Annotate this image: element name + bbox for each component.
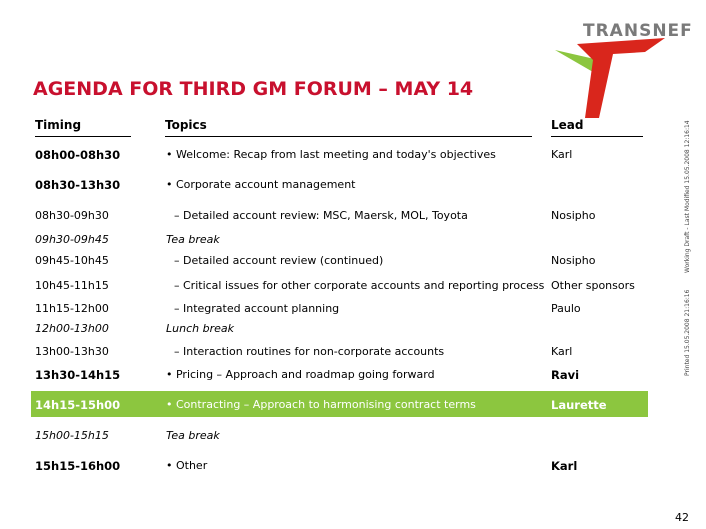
row-topic: – Detailed account review: MSC, Maersk, MOL, Toyota	[174, 209, 468, 222]
header-timing: Timing	[35, 118, 131, 137]
header-lead: Lead	[551, 118, 643, 137]
row-topic: • Contracting – Approach to harmonising contract terms	[166, 398, 476, 411]
row-lead: Karl	[551, 345, 573, 358]
row-topic: – Critical issues for other corporate accounts and reporting process	[174, 279, 545, 292]
printed-note: Printed 15.05.2008 21:16:16	[684, 289, 691, 376]
row-lead: Karl	[551, 459, 578, 473]
row-topic: – Interaction routines for non-corporate accounts	[174, 345, 445, 358]
row-topic: – Detailed account review (continued)	[174, 254, 384, 267]
row-lead: Other sponsors	[551, 279, 635, 292]
page-title: AGENDA FOR THIRD GM FORUM – MAY 14	[33, 78, 474, 100]
row-time: 12h00-13h00	[35, 322, 109, 335]
page-number: 42	[675, 511, 689, 524]
row-time: 08h30-09h30	[35, 209, 109, 222]
row-time: 09h45-10h45	[35, 254, 109, 267]
row-topic: – Integrated account planning	[174, 302, 340, 315]
row-time: 10h45-11h15	[35, 279, 109, 292]
row-time: 15h15-16h00	[35, 459, 121, 473]
row-topic: Tea break	[166, 429, 220, 442]
row-lead: Paulo	[551, 302, 581, 315]
header-topics: Topics	[165, 118, 532, 137]
working-draft-note: Working Draft - Last Modified 15.05.2008 12:16:14	[684, 120, 691, 273]
row-lead: Ravi	[551, 368, 580, 382]
row-topic: • Corporate account management	[166, 178, 356, 191]
transnet-logo-icon	[555, 38, 665, 118]
company-logo-text: TRANSNEF	[583, 21, 693, 41]
row-time: 14h15-15h00	[35, 398, 121, 412]
row-topic: Lunch break	[166, 322, 234, 335]
row-time: 13h00-13h30	[35, 345, 109, 358]
row-topic: • Welcome: Recap from last meeting and today's objectives	[166, 148, 496, 161]
row-time: 08h00-08h30	[35, 148, 121, 162]
row-time: 08h30-13h30	[35, 178, 121, 192]
row-lead: Laurette	[551, 398, 607, 412]
row-topic: • Pricing – Approach and roadmap going forward	[166, 368, 435, 381]
row-topic: • Other	[166, 459, 208, 472]
row-time: 15h00-15h15	[35, 429, 109, 442]
row-topic: Tea break	[166, 233, 220, 246]
row-time: 13h30-14h15	[35, 368, 121, 382]
row-time: 09h30-09h45	[35, 233, 109, 246]
row-lead: Nosipho	[551, 209, 596, 222]
row-lead: Karl	[551, 148, 573, 161]
row-lead: Nosipho	[551, 254, 596, 267]
row-time: 11h15-12h00	[35, 302, 109, 315]
